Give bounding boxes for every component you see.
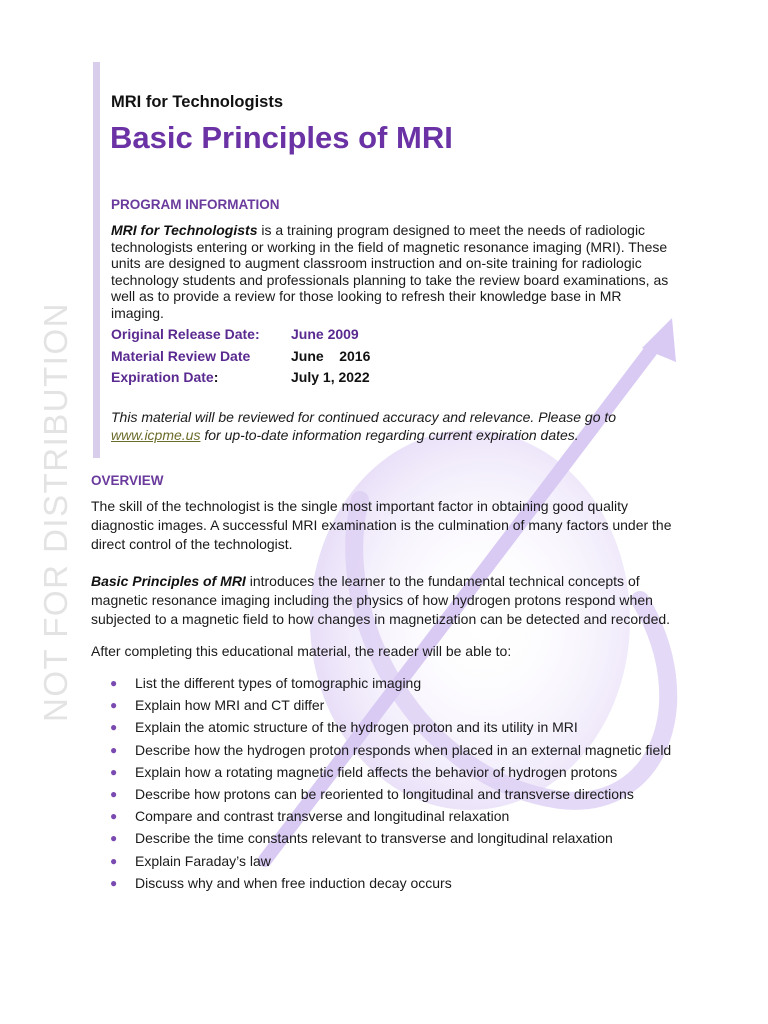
objective-text: Describe how the hydrogen proton responds when placed in an external magnetic field <box>135 741 672 758</box>
list-item <box>110 784 671 806</box>
release-date-value: June 2009 <box>291 326 359 342</box>
review-note <box>111 409 671 444</box>
list-item <box>110 740 671 762</box>
bullet-icon: ● <box>110 853 118 868</box>
program-body: is a training program designed to meet the needs of radiologic technologists entering or working in the field of magnetic resonance imaging (MRI). These units are designed to augment classroom instruction and on-site training for radiologic technology students and professionals planning to take the review board examinations, as well as to provide a review for those looking to refresh their knowledge base in MR imaging. <box>111 222 669 321</box>
list-item <box>110 695 671 717</box>
objective-text: Explain how a rotating magnetic field affects the behavior of hydrogen protons <box>135 763 618 780</box>
bullet-icon: ● <box>110 809 118 824</box>
note-text-after: for up-to-date information regarding current expiration dates. <box>200 426 579 443</box>
objectives-list <box>110 673 671 895</box>
overview-paragraph-2 <box>91 572 673 629</box>
list-item <box>110 762 671 784</box>
objective-text: Explain the atomic structure of the hydrogen proton and its utility in MRI <box>135 719 578 736</box>
date-row-release <box>111 326 370 348</box>
bullet-icon: ● <box>110 764 118 779</box>
program-lead: MRI for Technologists <box>111 222 258 238</box>
review-date-label: Material Review Date <box>111 347 251 364</box>
objective-text: Discuss why and when free induction decay occurs <box>135 874 452 891</box>
bullet-icon: ● <box>110 720 118 735</box>
program-information-heading: PROGRAM INFORMATION <box>111 197 280 212</box>
document-subtitle: MRI for Technologists <box>111 93 284 111</box>
overview-heading: OVERVIEW <box>91 473 164 488</box>
objective-text: List the different types of tomographic imaging <box>135 675 422 691</box>
list-item <box>110 873 671 895</box>
bullet-icon: ● <box>110 742 118 757</box>
bullet-icon: ● <box>110 786 118 801</box>
objective-text: Describe how protons can be reoriented to longitudinal and transverse directions <box>135 785 634 802</box>
list-item <box>110 806 671 828</box>
overview-paragraph-3: After completing this educational material, the reader will be able to: <box>91 643 512 659</box>
watermark: NOT FOR DISTRIBUTION <box>37 302 74 722</box>
objective-text: Describe the time constants relevant to transverse and longitudinal relaxation <box>135 830 613 847</box>
expiration-label-text: Expiration Date <box>111 369 214 385</box>
expiration-date-value: July 1, 2022 <box>291 369 370 385</box>
list-item <box>110 717 671 739</box>
document-title: Basic Principles of MRI <box>110 120 453 155</box>
note-text-before: This material will be reviewed for continued accuracy and relevance. Please go to <box>111 409 617 425</box>
release-date-label: Original Release Date: <box>111 326 260 342</box>
list-item <box>110 673 671 695</box>
date-row-review <box>111 348 370 370</box>
list-item <box>110 828 671 850</box>
objective-text: Compare and contrast transverse and longitudinal relaxation <box>135 808 510 825</box>
expiration-label-colon: : <box>213 369 219 385</box>
overview-body: introduces the learner to the fundamental technical concepts of magnetic resonance imaging including the physics of how hydrogen protons respond when subjected to a magnetic field to how changes in magnetization can be detected and recorded. <box>91 573 671 627</box>
list-item <box>110 851 671 873</box>
dates-block <box>111 326 370 391</box>
bullet-icon: ● <box>110 831 118 846</box>
bullet-icon: ● <box>110 676 118 690</box>
bullet-icon: ● <box>110 698 118 713</box>
icpme-link[interactable]: www.icpme.us <box>111 426 201 443</box>
review-date-value: June 2016 <box>291 347 371 364</box>
overview-lead: Basic Principles of MRI <box>91 573 246 589</box>
objective-text: Explain how MRI and CT differ <box>135 697 325 714</box>
date-row-expiration <box>111 369 370 391</box>
program-paragraph <box>111 222 671 321</box>
overview-paragraph-1: The skill of the technologist is the single most important factor in obtaining good quality diagnostic images. A successful MRI examination is the culmination of many factors under the direct control of the technologist. <box>91 498 672 552</box>
objective-text: Explain Faraday’s law <box>135 852 271 869</box>
bullet-icon: ● <box>110 875 118 890</box>
expiration-date-label <box>111 369 291 391</box>
